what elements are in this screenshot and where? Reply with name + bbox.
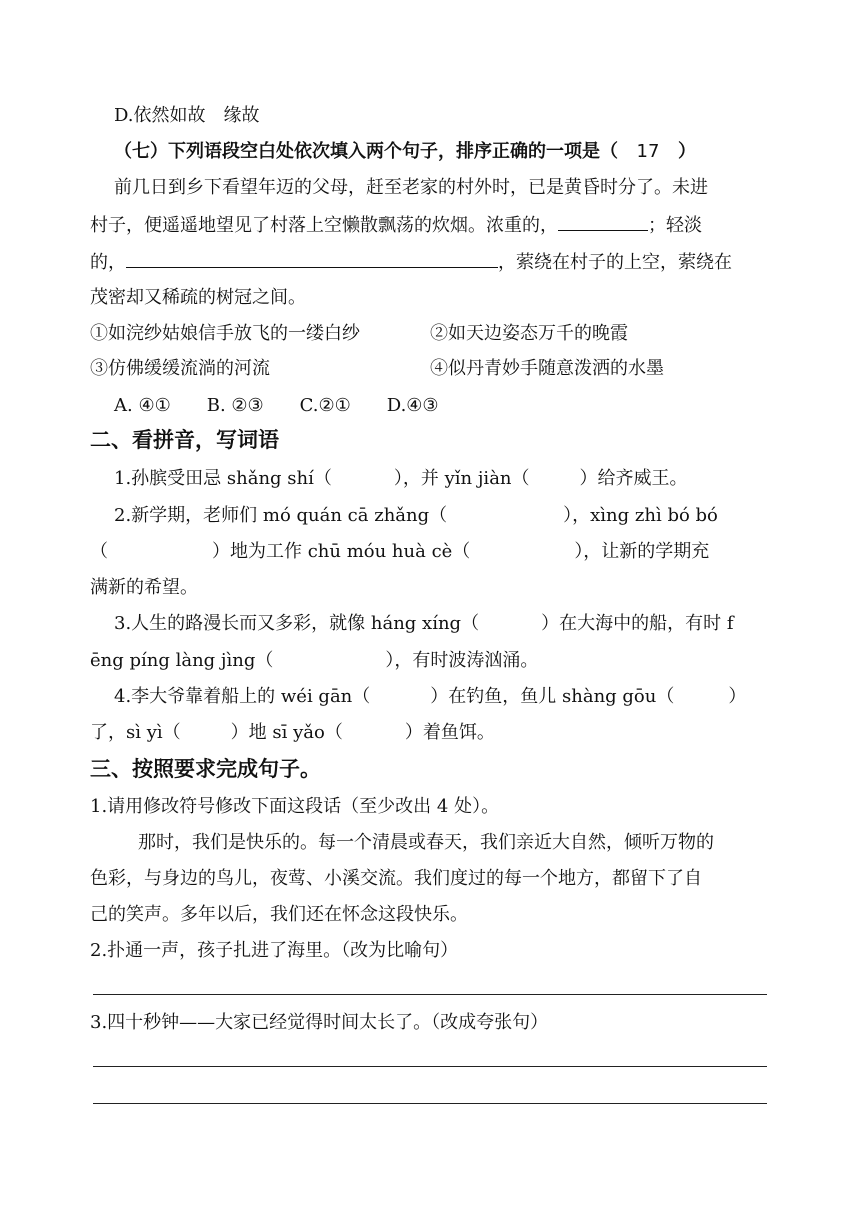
pinyin-l1-text-c: ）给齐威王。 — [579, 468, 688, 489]
q7-blank-1[interactable] — [558, 212, 648, 231]
revise-paragraph-line-3: 己的笑声。多年以后，我们还在怀念这段快乐。 — [90, 904, 468, 925]
pinyin-line-8 — [90, 721, 770, 745]
q7-answer: 17 — [636, 141, 660, 162]
q7-options: A. ④① B. ②③ C.②① D.④③ — [114, 395, 439, 416]
q7-items-row-2 — [90, 357, 770, 381]
pinyin-l2-text-a: 2.新学期，老师们 mó quán cā zhǎng（ — [114, 505, 448, 526]
pinyin-line-5 — [114, 612, 794, 636]
q6-option-d: D.依然如故 缘故 — [114, 105, 260, 126]
section-3-q2: 2.扑通一声，孩子扎进了海里。（改为比喻句） — [90, 940, 459, 961]
pinyin-line-1 — [114, 467, 794, 491]
q7-paragraph-line-4: 茂密却又稀疏的树冠之间。 — [90, 287, 306, 308]
answer-line-q3-1[interactable] — [93, 1066, 767, 1067]
pinyin-l7-text-c: ） — [728, 686, 747, 707]
revise-paragraph-line-2: 色彩，与身边的鸟儿，夜莺、小溪交流。我们度过的每一个地方，都留下了自 — [90, 868, 702, 889]
pinyin-l7-text-b: ）在钓鱼，鱼儿 shàng gōu（ — [430, 686, 675, 707]
pinyin-line-6 — [90, 649, 770, 673]
pinyin-l5-text-b: ）在大海中的船，有时 f — [541, 613, 734, 634]
pinyin-l1-text-b: ），并 yǐn jiàn（ — [393, 468, 530, 489]
pinyin-l2-text-b: ），xìng zhì bó bó — [563, 505, 718, 526]
answer-line-q2[interactable] — [93, 994, 767, 995]
q7-paragraph-line-2 — [90, 212, 770, 238]
revise-paragraph-line-1: 那时，我们是快乐的。每一个清晨或春天，我们亲近大自然，倾听万物的 — [138, 832, 714, 853]
q7-para3-tail: ，萦绕在村子的上空，萦绕在 — [498, 252, 732, 273]
q7-item-2: ②如天边姿态万千的晚霞 — [430, 323, 628, 344]
pinyin-l3-text-c: ），让新的学期充 — [574, 541, 710, 562]
q7-para3-text: 的， — [90, 252, 126, 273]
q7-item-4: ④似丹青妙手随意泼洒的水墨 — [430, 358, 664, 379]
pinyin-line-4: 满新的希望。 — [90, 577, 198, 598]
answer-line-q3-2[interactable] — [93, 1103, 767, 1104]
q7-paragraph-line-3 — [90, 249, 770, 275]
section-3-q1: 1.请用修改符号修改下面这段话（至少改出 4 处）。 — [90, 796, 500, 817]
pinyin-l6-text-b: ），有时波涛汹涌。 — [385, 650, 539, 671]
pinyin-l3-text-a: （ — [90, 541, 108, 562]
section-3-title: 三、按照要求完成句子。 — [90, 757, 321, 781]
q7-item-1: ①如浣纱姑娘信手放飞的一缕白纱 — [90, 323, 360, 344]
q7-paragraph-line-1: 前几日到乡下看望年迈的父母，赶至老家的村外时，已是黄昏时分了。未进 — [114, 177, 708, 198]
q7-prompt-text: （七）下列语段空白处依次填入两个句子，排序正确的一项是（ — [114, 141, 618, 162]
q7-item-3: ③仿佛缓缓流淌的河流 — [90, 358, 270, 379]
q7-items-row-1 — [90, 322, 770, 346]
pinyin-l5-text-a: 3.人生的路漫长而又多彩，就像 háng xíng（ — [114, 613, 480, 634]
q7-prompt — [114, 140, 794, 164]
q7-para2-text: 村子，便遥遥地望见了村落上空懒散飘荡的炊烟。浓重的， — [90, 215, 558, 236]
pinyin-l1-text-a: 1.孙膑受田忌 shǎng shí（ — [114, 468, 332, 489]
section-3-q3: 3.四十秒钟——大家已经觉得时间太长了。（改成夸张句） — [90, 1012, 549, 1033]
section-2-title: 二、看拼音，写词语 — [90, 428, 279, 452]
q7-para2-tail: ；轻淡 — [648, 215, 702, 236]
q7-close: ） — [678, 141, 696, 162]
pinyin-l8-text-b: ）地 sī yǎo（ — [230, 722, 343, 743]
pinyin-l3-text-b: ）地为工作 chū móu huà cè（ — [212, 541, 471, 562]
pinyin-line-2 — [114, 504, 794, 528]
q7-blank-2[interactable] — [126, 249, 498, 268]
pinyin-line-7 — [114, 685, 794, 709]
pinyin-l6-text-a: ēng píng làng jìng（ — [90, 650, 274, 671]
pinyin-l8-text-a: 了，sì yì（ — [90, 722, 181, 743]
pinyin-line-3 — [90, 540, 770, 564]
pinyin-l8-text-c: ）着鱼饵。 — [404, 722, 495, 743]
pinyin-l7-text-a: 4.李大爷靠着船上的 wéi gān（ — [114, 686, 371, 707]
